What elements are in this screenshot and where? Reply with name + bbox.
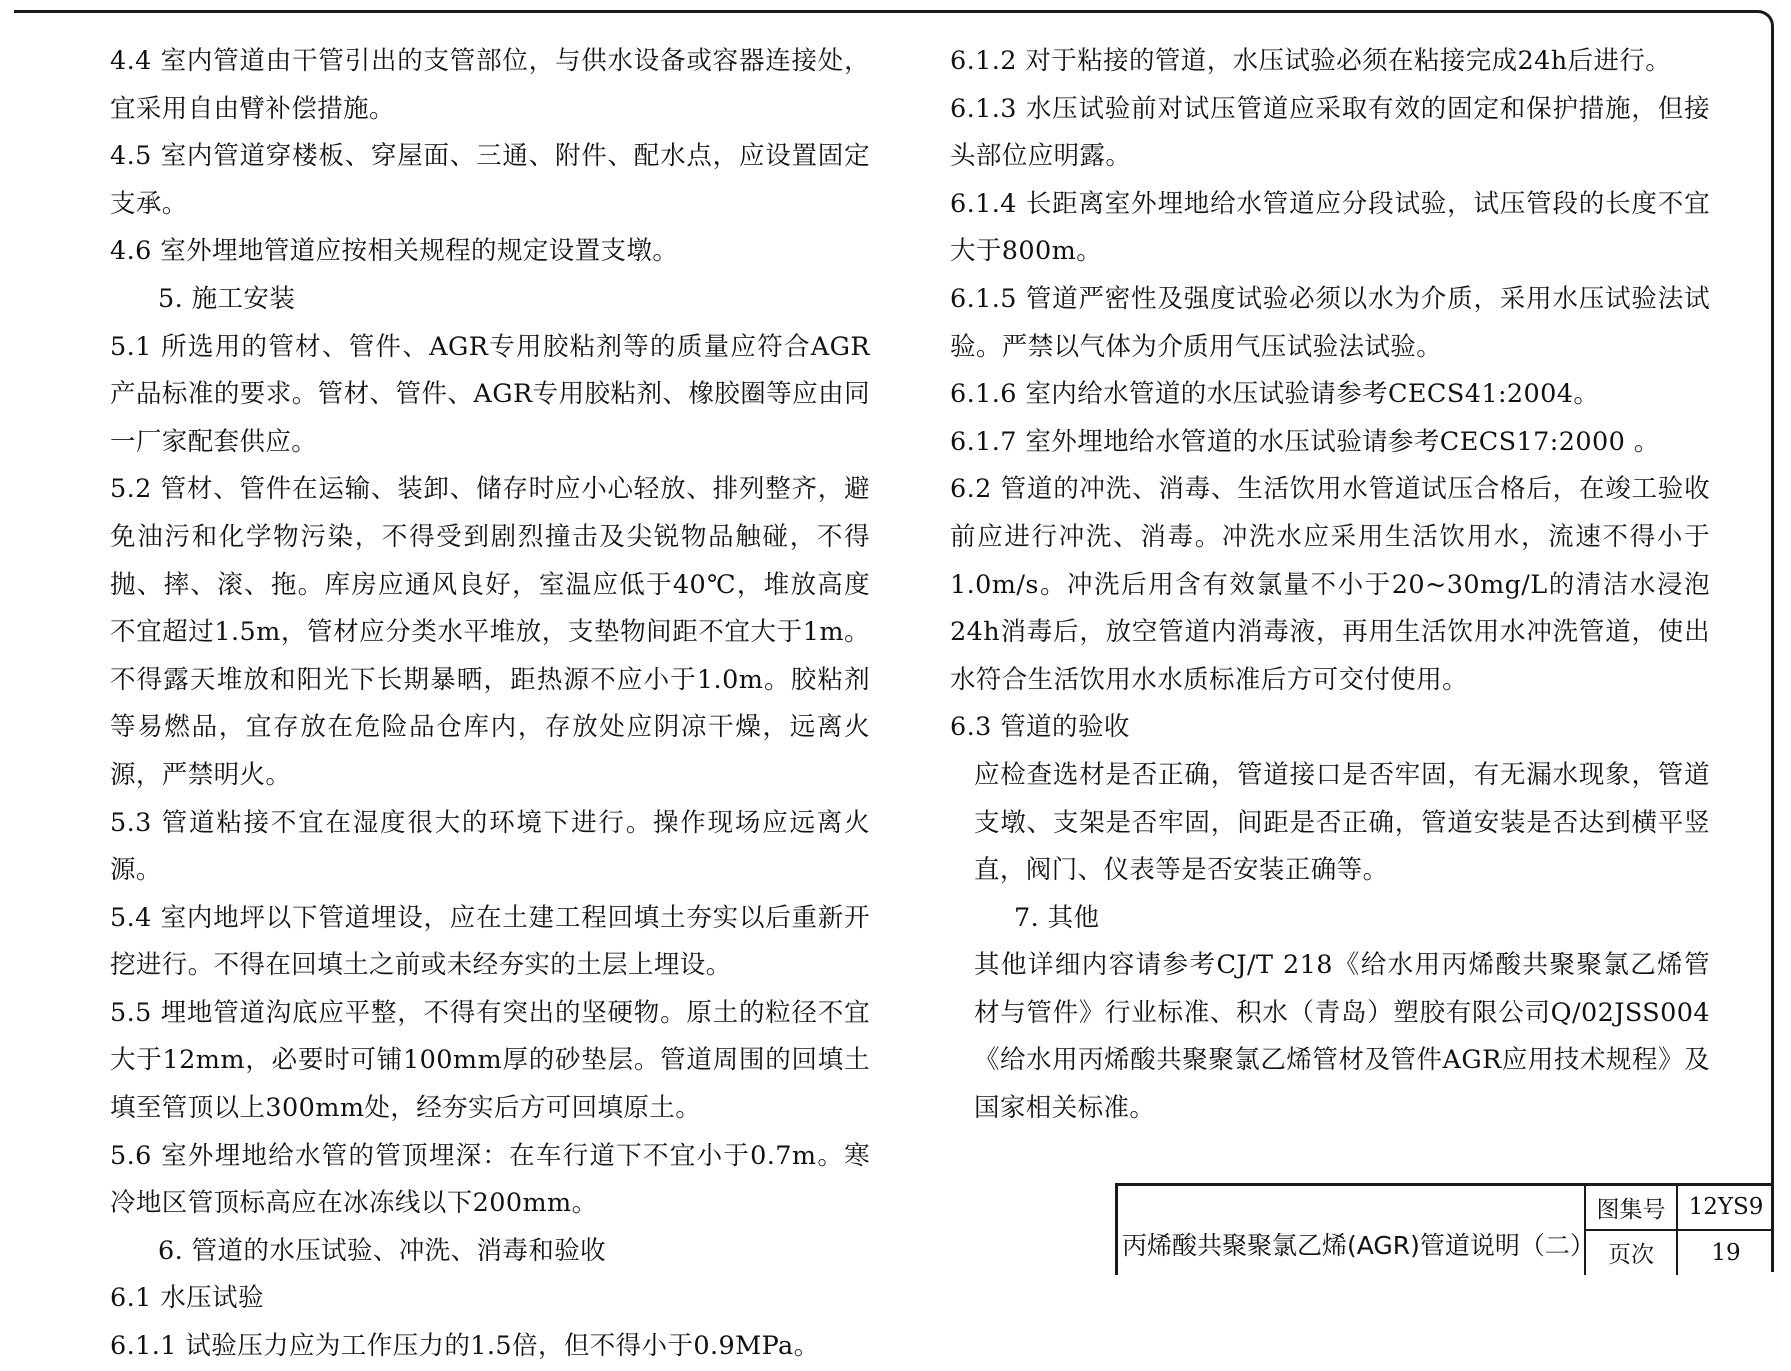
section-heading: 6. 管道的水压试验、冲洗、消毒和验收 bbox=[158, 1235, 607, 1266]
paragraph: 5.3 管道粘接不宜在湿度很大的环境下进行。操作现场应远离火源。 bbox=[110, 807, 870, 886]
paragraph: 6.1.6 室内给水管道的水压试验请参考CECS41:2004。 bbox=[950, 379, 1600, 410]
paragraph: 4.6 室外埋地管道应按相关规程的规定设置支墩。 bbox=[110, 236, 679, 267]
page-number-value: 19 bbox=[1711, 1239, 1741, 1266]
left-text-column bbox=[110, 38, 870, 1371]
paragraph: 5.1 所选用的管材、管件、AGR专用胶粘剂等的质量应符合AGR产品标准的要求。管材、管件、AGR专用胶粘剂、橡胶圈等应由同一厂家配套供应。 bbox=[110, 331, 870, 457]
section-heading: 5. 施工安装 bbox=[158, 283, 296, 314]
atlas-number-label: 图集号 bbox=[1586, 1186, 1678, 1231]
paragraph: 6.1.7 室外埋地给水管道的水压试验请参考CECS17:2000 。 bbox=[950, 426, 1660, 457]
right-text-column bbox=[950, 38, 1710, 1133]
paragraph: 6.2 管道的冲洗、消毒、生活饮用水管道试压合格后，在竣工验收前应进行冲洗、消毒。冲洗水应采用生活饮用水，流速不得小于1.0m/s。冲洗后用含有效氯量不小于20~30mg/L的清洁水浸泡24h消毒后，放空管道内消毒液，再用生活饮用水冲洗管道，使出水符合生活饮用水水质标准后方可交付使用。 bbox=[950, 474, 1710, 695]
paragraph: 6.1.5 管道严密性及强度试验必须以水为介质，采用水压试验法试验。严禁以气体为介质用气压试验法试验。 bbox=[950, 283, 1710, 362]
paragraph: 5.6 室外埋地给水管的管顶埋深：在车行道下不宜小于0.7m。寒冷地区管顶标高应在冰冻线以下200mm。 bbox=[110, 1140, 870, 1219]
title-block-grid bbox=[1586, 1186, 1774, 1275]
paragraph: 5.5 埋地管道沟底应平整，不得有突出的坚硬物。原土的粒径不宜大于12mm，必要时可铺100mm厚的砂垫层。管道周围的回填土填至管顶以上300mm处，经夯实后方可回填原土。 bbox=[110, 997, 870, 1124]
paragraph: 6.1.3 水压试验前对试压管道应采取有效的固定和保护措施，但接头部位应明露。 bbox=[950, 93, 1710, 172]
paragraph: 4.5 室内管道穿楼板、穿屋面、三通、附件、配水点，应设置固定支承。 bbox=[110, 141, 870, 219]
paragraph: 6.1.2 对于粘接的管道，水压试验必须在粘接完成24h后进行。 bbox=[950, 46, 1672, 76]
paragraph: 5.4 室内地坪以下管道埋设，应在土建工程回填土夯实以后重新开挖进行。不得在回填土之前或未经夯实的土层上埋设。 bbox=[110, 902, 870, 981]
drawing-title: 丙烯酸共聚聚氯乙烯(AGR)管道说明（二） bbox=[1118, 1186, 1586, 1275]
page-number-label: 页次 bbox=[1586, 1231, 1678, 1276]
paragraph: 5.2 管材、管件在运输、装卸、储存时应小心轻放、排列整齐，避免油污和化学物污染，不得受到剧烈撞击及尖锐物品触碰，不得抛、摔、滚、拖。库房应通风良好，室温应低于40℃，堆放高度不宜超过1.5m，管材应分类水平堆放，支垫物间距不宜大于1m。不得露天堆放和阳光下长期暴晒，距热源不应小于1.0m。胶粘剂等易燃品，宜存放在危险品仓库内，存放处应阴凉干燥，远离火源，严禁明火。 bbox=[110, 474, 870, 790]
paragraph: 其他详细内容请参考CJ/T 218《给水用丙烯酸共聚聚氯乙烯管材与管件》行业标准、积水（青岛）塑胶有限公司Q/02JSS004《给水用丙烯酸共聚聚氯乙烯管材及管件AGR应用技术规程》及国家相关标准。 bbox=[974, 950, 1710, 1124]
paragraph: 6.1 水压试验 bbox=[110, 1283, 264, 1314]
paragraph: 6.3 管道的验收 bbox=[950, 712, 1130, 743]
paragraph: 4.4 室内管道由干管引出的支管部位，与供水设备或容器连接处，宜采用自由臂补偿措施。 bbox=[110, 46, 870, 124]
paragraph: 6.1.4 长距离室外埋地给水管道应分段试验，试压管段的长度不宜大于800m。 bbox=[950, 188, 1710, 267]
paragraph: 应检查选材是否正确，管道接口是否牢固，有无漏水现象，管道支墩、支架是否牢固，间距是否正确，管道安装是否达到横平竖直，阀门、仪表等是否安装正确等。 bbox=[974, 759, 1710, 886]
section-heading: 7. 其他 bbox=[1014, 902, 1100, 933]
atlas-number-value: 12YS9 bbox=[1678, 1186, 1774, 1231]
paragraph: 6.1.1 试验压力应为工作压力的1.5倍，但不得小于0.9MPa。 bbox=[110, 1331, 820, 1362]
title-block bbox=[1115, 1183, 1774, 1275]
